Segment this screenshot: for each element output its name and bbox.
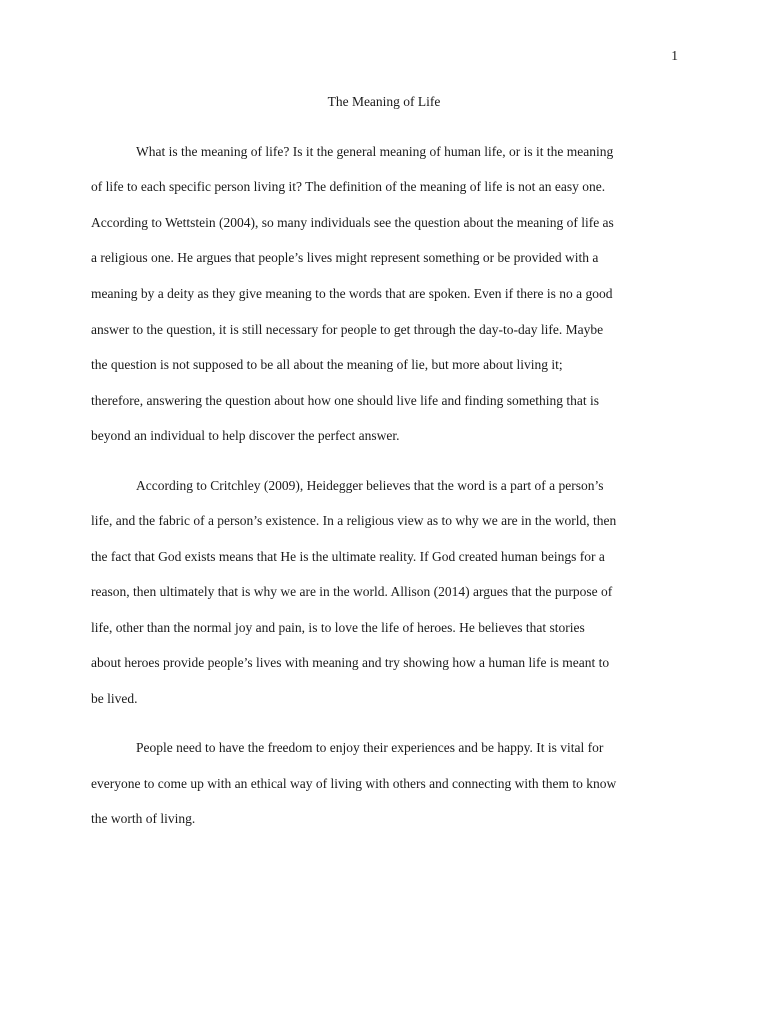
- paragraph-line: therefore, answering the question about how one should live life and finding something that is: [91, 393, 600, 408]
- paragraph-line: answer to the question, it is still necessary for people to get through the day-to-day life. Maybe: [91, 322, 604, 337]
- paragraph-line: be lived.: [91, 691, 138, 706]
- paragraph-line: meaning by a deity as they give meaning to the words that are spoken. Even if there is no a good: [91, 286, 613, 301]
- paragraph-line: What is the meaning of life? Is it the general meaning of human life, or is it the meaning: [136, 144, 614, 159]
- paragraph-line: about heroes provide people’s lives with meaning and try showing how a human life is meant to: [91, 655, 610, 670]
- paragraph-line: of life to each specific person living it? The definition of the meaning of life is not an easy one.: [91, 179, 606, 194]
- paragraph-line: everyone to come up with an ethical way of living with others and connecting with them to know: [91, 776, 617, 791]
- paragraph-line: reason, then ultimately that is why we are in the world. Allison (2014) argues that the purpose of: [91, 584, 613, 599]
- paragraph-line: the fact that God exists means that He is the ultimate reality. If God created human beings for a: [91, 549, 605, 564]
- paragraph-line: the question is not supposed to be all about the meaning of lie, but more about living it;: [91, 357, 563, 372]
- paragraph-line: According to Wettstein (2004), so many individuals see the question about the meaning of life as: [91, 215, 614, 230]
- paragraph-line: beyond an individual to help discover the perfect answer.: [91, 428, 400, 443]
- paragraph-line: life, other than the normal joy and pain, is to love the life of heroes. He believes that stories: [91, 620, 585, 635]
- paragraph-line: According to Critchley (2009), Heidegger believes that the word is a part of a person’s: [136, 478, 604, 493]
- page-number: 1: [671, 48, 678, 63]
- page-title: The Meaning of Life: [327, 94, 441, 109]
- paragraph-line: life, and the fabric of a person’s existence. In a religious view as to why we are in the world, then: [91, 513, 617, 528]
- paragraph-line: People need to have the freedom to enjoy their experiences and be happy. It is vital for: [136, 740, 604, 755]
- paragraph-line: the worth of living.: [91, 811, 196, 826]
- paragraph-line: a religious one. He argues that people’s lives might represent something or be provided with a: [91, 250, 599, 265]
